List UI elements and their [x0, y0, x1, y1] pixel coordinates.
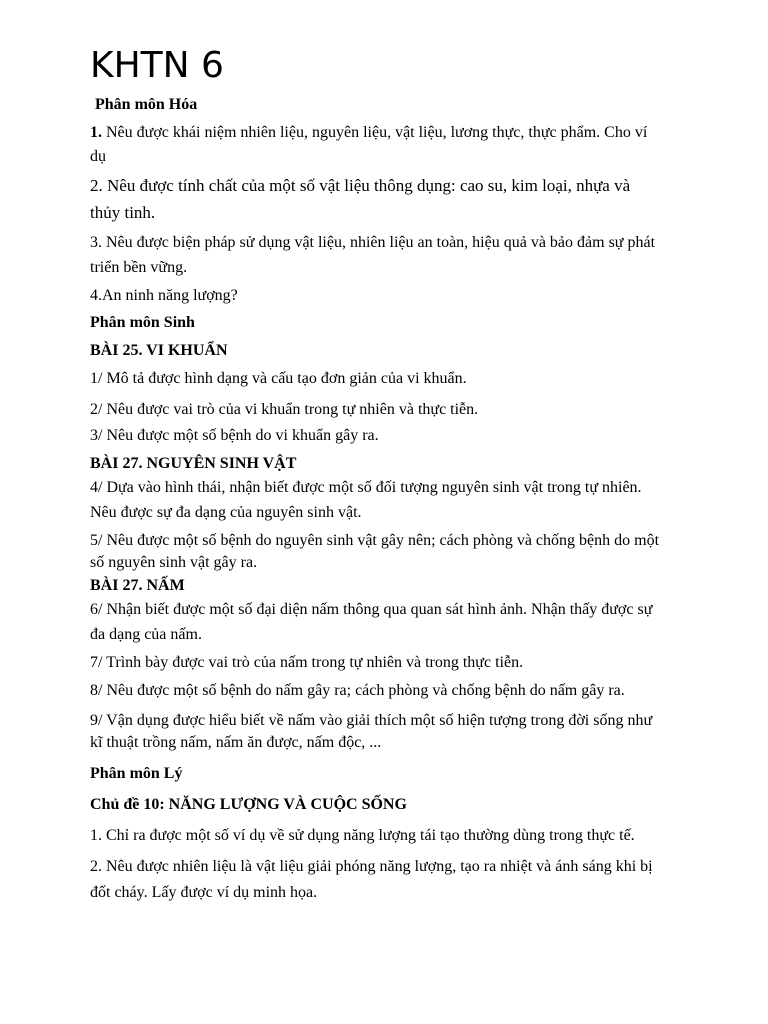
hoa-item-2-line-1: 2. Nêu được tính chất của một số vật liệu thông dụng: cao su, kim loại, nhựa và — [90, 176, 631, 195]
ly-item-2-line-2: đốt cháy. Lấy được ví dụ minh họa. — [90, 884, 318, 901]
hoa-item-1-line-2: dụ — [90, 148, 106, 165]
lesson-heading-bai-27-nguyen-sinh-vat: BÀI 27. NGUYÊN SINH VẬT — [90, 455, 297, 472]
hoa-item-1-line-1 — [90, 122, 680, 144]
sinh-item-6-line-1: 6/ Nhận biết được một số đại diện nấm thông qua quan sát hình ảnh. Nhận thấy được sự — [90, 601, 653, 618]
sinh-item-7: 7/ Trình bày được vai trò của nấm trong tự nhiên và trong thực tiễn. — [90, 654, 524, 671]
topic-heading-chu-de-10: Chủ đề 10: NĂNG LƯỢNG VÀ CUỘC SỐNG — [90, 796, 407, 813]
ly-item-1: 1. Chỉ ra được một số ví dụ về sử dụng năng lượng tái tạo thường dùng trong thực tế. — [90, 827, 635, 844]
document-title: KHTN 6 — [90, 45, 224, 86]
hoa-item-1-text: Nêu được khái niệm nhiên liệu, nguyên liệu, vật liệu, lương thực, thực phẩm. Cho ví — [106, 124, 648, 141]
sinh-item-9-line-2: kĩ thuật trồng nấm, nấm ăn được, nấm độc, ... — [90, 734, 382, 751]
section-heading-ly: Phân môn Lý — [90, 765, 183, 782]
sinh-item-8: 8/ Nêu được một số bệnh do nấm gây ra; cách phòng và chống bệnh do nấm gây ra. — [90, 682, 625, 699]
hoa-item-3-line-2: triển bền vững. — [90, 259, 188, 276]
lesson-heading-bai-25: BÀI 25. VI KHUẨN — [90, 342, 228, 359]
sinh-item-5-line-2: số nguyên sinh vật gây ra. — [90, 554, 258, 571]
lesson-heading-bai-27-nam: BÀI 27. NẤM — [90, 577, 185, 594]
ly-item-2-line-1: 2. Nêu được nhiên liệu là vật liệu giải phóng năng lượng, tạo ra nhiệt và ánh sáng khi bị — [90, 858, 653, 875]
sinh-item-9-line-1: 9/ Vận dụng được hiểu biết về nấm vào giải thích một số hiện tượng trong đời sống như — [90, 712, 653, 729]
sinh-item-4-line-1: 4/ Dựa vào hình thái, nhận biết được một số đối tượng nguyên sinh vật trong tự nhiên. — [90, 479, 642, 496]
sinh-item-4-line-2: Nêu được sự đa dạng của nguyên sinh vật. — [90, 504, 362, 521]
sinh-item-5-line-1: 5/ Nêu được một số bệnh do nguyên sinh vật gây nên; cách phòng và chống bệnh do một — [90, 532, 660, 549]
hoa-item-4: 4.An ninh năng lượng? — [90, 287, 238, 304]
section-heading-sinh: Phân môn Sinh — [90, 314, 195, 331]
hoa-item-1-number: 1. — [90, 124, 102, 141]
sinh-item-3: 3/ Nêu được một số bệnh do vi khuẩn gây ra. — [90, 427, 379, 444]
sinh-item-1: 1/ Mô tả được hình dạng và cấu tạo đơn giản của vi khuẩn. — [90, 370, 467, 387]
sinh-item-6-line-2: đa dạng của nấm. — [90, 626, 202, 643]
hoa-item-2-line-2: thủy tinh. — [90, 203, 156, 222]
hoa-item-3-line-1: 3. Nêu được biện pháp sử dụng vật liệu, nhiên liệu an toàn, hiệu quả và bảo đảm sự phát — [90, 234, 656, 251]
sinh-item-2: 2/ Nêu được vai trò của vi khuẩn trong tự nhiên và thực tiễn. — [90, 401, 479, 418]
section-heading-hoa: Phân môn Hóa — [95, 96, 198, 113]
